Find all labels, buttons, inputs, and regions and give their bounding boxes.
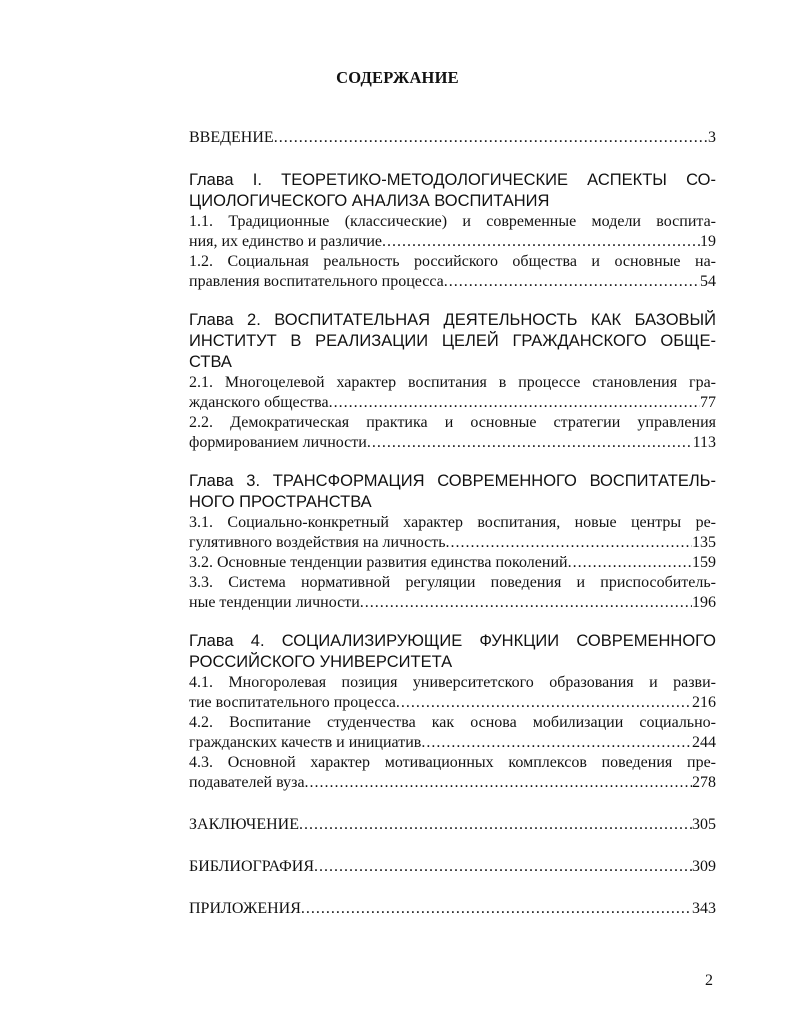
toc-page-number: 216 <box>692 694 716 711</box>
leader-dots <box>367 433 693 453</box>
toc-page-number: 305 <box>692 816 716 833</box>
toc-section-entry <box>189 593 716 613</box>
chapter-heading-line: ИНСТИТУТ В РЕАЛИЗАЦИИ ЦЕЛЕЙ ГРАЖДАНСКОГО ОБЩЕ- <box>189 332 716 350</box>
leader-dots <box>329 393 700 413</box>
toc-section-entry <box>189 433 716 453</box>
toc-section-entry <box>189 232 716 252</box>
section-text-line: 4.3. Основной характер мотивационных комплексов поведения пре- <box>189 754 716 771</box>
leader-dots <box>446 533 693 553</box>
table-of-contents <box>189 128 716 919</box>
leader-dots <box>314 857 692 877</box>
leader-dots <box>299 815 692 835</box>
page-title: СОДЕРЖАНИЕ <box>336 68 459 87</box>
toc-section-entry <box>189 553 716 573</box>
chapter-heading-line: Глава 4. СОЦИАЛИЗИРУЮЩИЕ ФУНКЦИИ СОВРЕМЕННОГО <box>189 632 716 650</box>
toc-section-entry <box>189 533 716 553</box>
toc-entry-appendices <box>189 899 716 919</box>
leader-dots <box>396 693 692 713</box>
toc-page-number: 77 <box>700 394 716 411</box>
toc-page-number: 159 <box>692 554 716 571</box>
toc-page-number: 135 <box>692 534 716 551</box>
toc-page-number: 3 <box>708 129 716 146</box>
chapter-heading-line: СТВА <box>189 353 232 371</box>
toc-page-number: 196 <box>692 594 716 611</box>
leader-dots <box>568 553 692 573</box>
section-text-line: формированием личности <box>189 434 367 451</box>
toc-chapter <box>189 310 716 453</box>
toc-chapter <box>189 170 716 292</box>
toc-section-entry <box>189 693 716 713</box>
chapter-heading-line: Глава 2. ВОСПИТАТЕЛЬНАЯ ДЕЯТЕЛЬНОСТЬ КАК БАЗОВЫЙ <box>189 311 716 329</box>
toc-chapter <box>189 631 716 793</box>
toc-page-number: 113 <box>692 434 716 451</box>
toc-chapter <box>189 471 716 613</box>
leader-dots <box>274 128 708 148</box>
toc-entry-label: ЗАКЛЮЧЕНИЕ <box>189 816 299 833</box>
section-text-line: жданского общества <box>189 394 329 411</box>
toc-entry-label: ВВЕДЕНИЕ <box>189 129 274 146</box>
toc-page-number: 19 <box>700 233 716 250</box>
section-text-line: 2.2. Демократическая практика и основные стратегии управления <box>189 414 716 431</box>
toc-page-number: 54 <box>700 273 716 290</box>
chapter-heading-line: Глава I. ТЕОРЕТИКО-МЕТОДОЛОГИЧЕСКИЕ АСПЕКТЫ СО- <box>189 171 716 189</box>
section-text-line: 2.1. Многоцелевой характер воспитания в процессе становления гра- <box>189 374 716 391</box>
toc-section-entry <box>189 272 716 292</box>
toc-page-number: 278 <box>692 774 716 791</box>
section-text-line: 4.1. Многоролевая позиция университетского образования и разви- <box>189 674 716 691</box>
toc-page-number: 244 <box>692 734 716 751</box>
toc-section-entry <box>189 733 716 753</box>
page-number: 2 <box>705 972 713 989</box>
leader-dots <box>301 899 692 919</box>
leader-dots <box>305 773 692 793</box>
section-text-line: 4.2. Воспитание студенчества как основа мобилизации социально- <box>189 714 716 731</box>
toc-entry-label: ПРИЛОЖЕНИЯ <box>189 900 301 917</box>
toc-entry-conclusion <box>189 815 716 835</box>
toc-entry-intro <box>189 128 716 148</box>
section-text-line: 3.1. Социально-конкретный характер воспитания, новые центры ре- <box>189 514 716 531</box>
toc-page-number: 309 <box>692 858 716 875</box>
leader-dots <box>421 733 692 753</box>
section-text-line: ные тенденции личности <box>189 594 360 611</box>
section-text-line: ния, их единство и различие <box>189 233 382 250</box>
section-text-line: 3.3. Система нормативной регуляции поведения и приспособитель- <box>189 574 716 591</box>
toc-section-entry <box>189 393 716 413</box>
section-text-line: 1.2. Социальная реальность российского общества и основные на- <box>189 253 716 270</box>
section-text-line: 3.2. Основные тенденции развития единства поколений <box>189 554 568 571</box>
toc-section-entry <box>189 773 716 793</box>
chapter-heading-line: НОГО ПРОСТРАНСТВА <box>189 493 372 511</box>
toc-entry-bibliography <box>189 857 716 877</box>
chapter-heading-line: РОССИЙСКОГО УНИВЕРСИТЕТА <box>189 653 453 671</box>
leader-dots <box>444 272 700 292</box>
section-text-line: гулятивного воздействия на личность <box>189 534 446 551</box>
leader-dots <box>382 232 700 252</box>
section-text-line: правления воспитательного процесса <box>189 273 444 290</box>
toc-entry-label: БИБЛИОГРАФИЯ <box>189 858 315 875</box>
section-text-line: подавателей вуза <box>189 774 305 791</box>
chapter-heading-line: ЦИОЛОГИЧЕСКОГО АНАЛИЗА ВОСПИТАНИЯ <box>189 192 550 210</box>
chapter-heading-line: Глава 3. ТРАНСФОРМАЦИЯ СОВРЕМЕННОГО ВОСПИТАТЕЛЬ- <box>189 472 716 490</box>
section-text-line: 1.1. Традиционные (классические) и современные модели воспита- <box>189 213 716 230</box>
toc-page-number: 343 <box>692 900 716 917</box>
section-text-line: тие воспитательного процесса <box>189 694 396 711</box>
leader-dots <box>360 593 692 613</box>
section-text-line: гражданских качеств и инициатив <box>189 734 422 751</box>
